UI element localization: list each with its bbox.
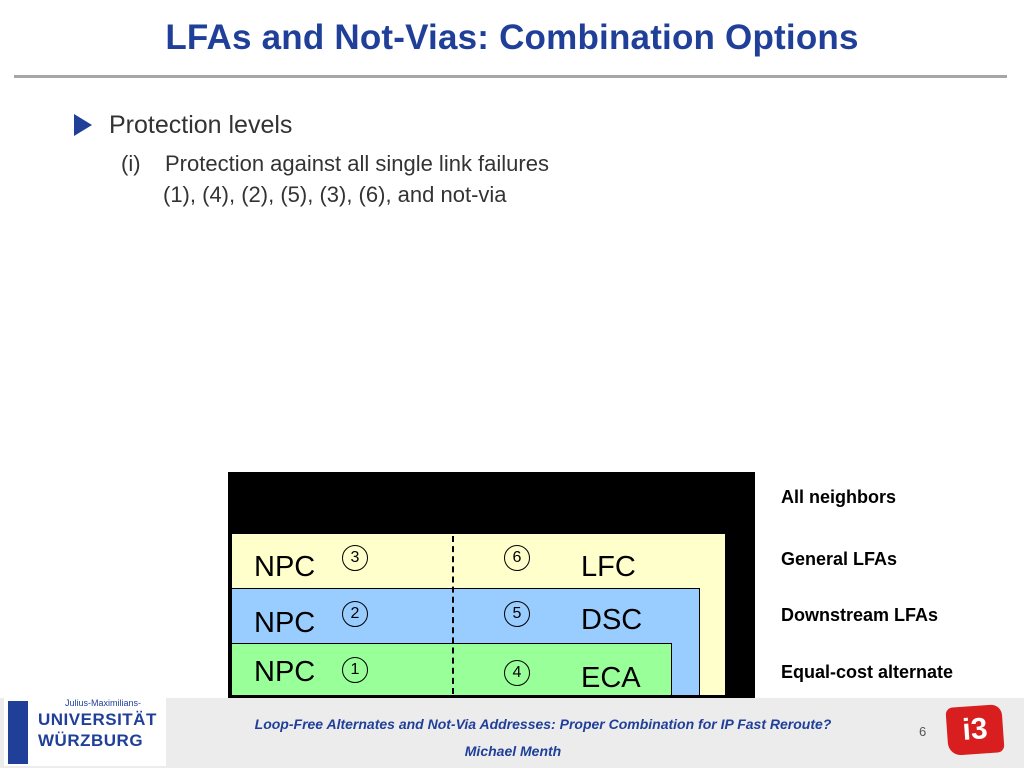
row-1-right-label: ECA xyxy=(581,662,641,694)
bullet-arrow-icon xyxy=(74,114,92,136)
circle-number-5: 5 xyxy=(504,601,530,627)
footer-author: Michael Menth xyxy=(464,743,562,759)
title-divider xyxy=(14,75,1007,78)
legend-all-neighbors: All neighbors xyxy=(781,487,897,507)
sub-bullet-detail: (1), (4), (2), (5), (3), (6), and not-via xyxy=(163,182,507,207)
row-3-left-label: NPC xyxy=(254,551,316,583)
row-3-right-label: LFC xyxy=(581,551,636,583)
bullet-protection-levels: Protection levels xyxy=(109,111,293,139)
logo-line-2: WÜRZBURG xyxy=(38,731,144,750)
circle-number-3: 3 xyxy=(342,545,368,571)
circle-number-4: 4 xyxy=(504,660,530,686)
row-2-left-label: NPC xyxy=(254,607,316,639)
logo-caption: Julius-Maximilians- xyxy=(65,698,142,708)
university-logo-icon xyxy=(8,701,28,764)
sub-bullet-label: (i) xyxy=(121,151,141,176)
legend-equal-cost-alternate: Equal-cost alternate xyxy=(781,662,954,682)
circle-number-2: 2 xyxy=(342,601,368,627)
circle-number-1: 1 xyxy=(342,657,368,683)
row-2-right-label: DSC xyxy=(581,604,643,636)
row-1-left-label: NPC xyxy=(254,656,316,688)
dashed-divider xyxy=(452,536,454,694)
slide-title: LFAs and Not-Vias: Combination Options xyxy=(165,18,859,57)
page-number: 6 xyxy=(919,724,927,739)
logo-line-1: UNIVERSITÄT xyxy=(38,710,157,729)
sub-bullet-text: Protection against all single link failures xyxy=(165,151,549,176)
footer-presentation-title: Loop-Free Alternates and Not-Via Addresses: Proper Combination for IP Fast Reroute? xyxy=(254,716,832,732)
i3-logo-icon: i3 xyxy=(945,704,1004,756)
legend-general-lfas: General LFAs xyxy=(781,549,898,569)
circle-number-6: 6 xyxy=(504,545,530,571)
legend-downstream-lfas: Downstream LFAs xyxy=(781,605,939,625)
